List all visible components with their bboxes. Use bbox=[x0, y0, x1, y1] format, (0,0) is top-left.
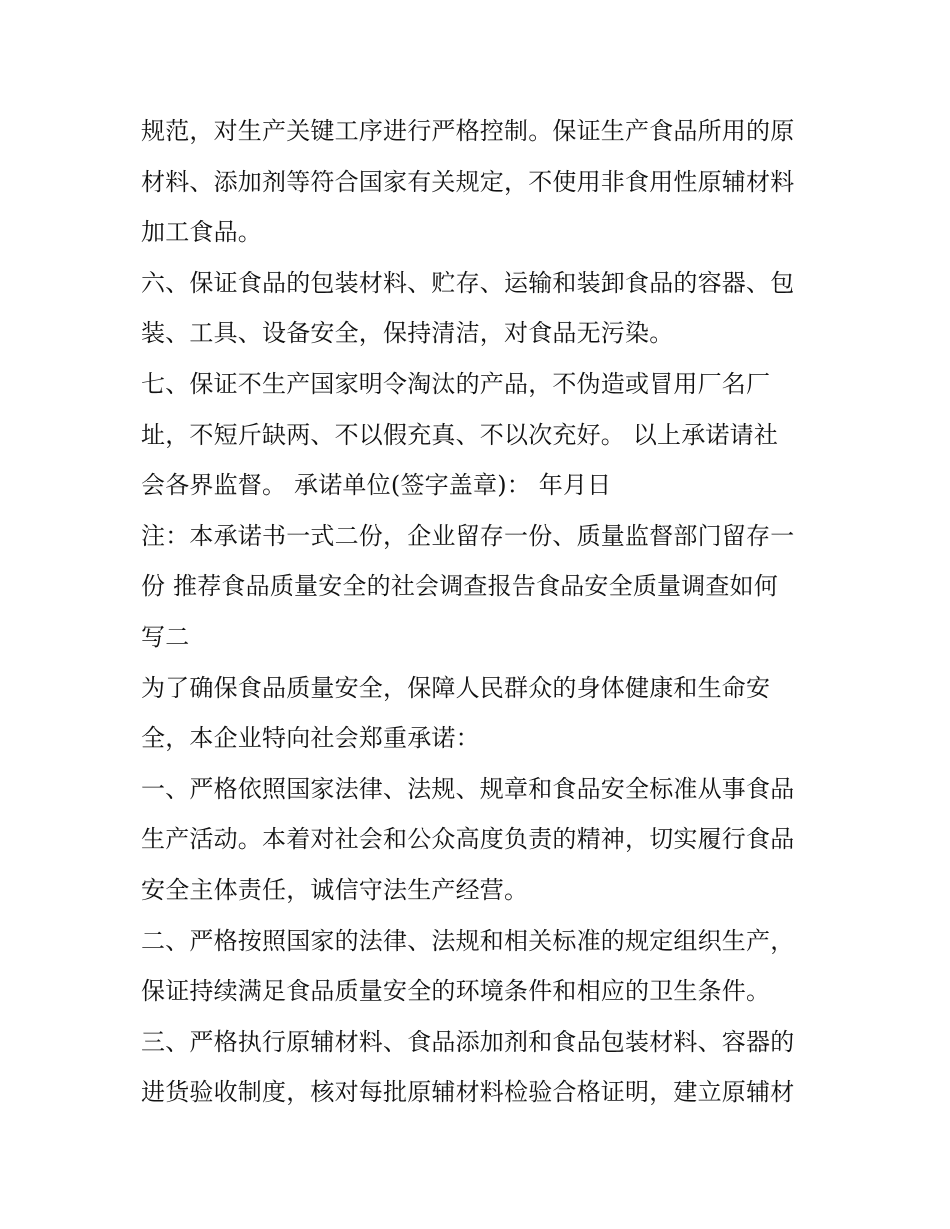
text-line: 注：本承诺书一式二份，企业留存一份、质量监督部门留存一 bbox=[141, 521, 795, 550]
text-line: 二、严格按照国家的法律、法规和相关标准的规定组织生产， bbox=[141, 926, 795, 955]
text-line: 安全主体责任，诚信守法生产经营。 bbox=[141, 875, 529, 904]
text-line: 材料、添加剂等符合国家有关规定，不使用非食用性原辅材料 bbox=[141, 167, 795, 196]
text-line: 规范，对生产关键工序进行严格控制。保证生产食品所用的原 bbox=[141, 117, 795, 145]
text-line: 六、保证食品的包装材料、贮存、运输和装卸食品的容器、包 bbox=[141, 268, 795, 297]
text-line: 进货验收制度，核对每批原辅材料检验合格证明，建立原辅材 bbox=[141, 1078, 795, 1107]
text-line: 装、工具、设备安全，保持清洁，对食品无污染。 bbox=[141, 319, 674, 348]
text-line: 写二 bbox=[141, 622, 190, 651]
text-line: 三、严格执行原辅材料、食品添加剂和食品包装材料、容器的 bbox=[141, 1027, 795, 1056]
text-line: 址，不短斤缺两、不以假充真、不以次充好。 以上承诺请社 bbox=[141, 420, 779, 449]
text-line: 会各界监督。 承诺单位(签字盖章)： 年月日 bbox=[141, 471, 612, 500]
text-line: 保证持续满足食品质量安全的环境条件和相应的卫生条件。 bbox=[141, 977, 771, 1006]
text-line: 加工食品。 bbox=[141, 218, 262, 247]
text-line: 生产活动。本着对社会和公众高度负责的精神，切实履行食品 bbox=[141, 825, 795, 854]
text-line: 七、保证不生产国家明令淘汰的产品，不伪造或冒用厂名厂 bbox=[141, 369, 771, 398]
document-body bbox=[141, 106, 817, 1118]
text-line: 一、严格依照国家法律、法规、规章和食品安全标准从事食品 bbox=[141, 774, 795, 803]
text-line: 全，本企业特向社会郑重承诺： bbox=[141, 724, 480, 753]
text-line: 为了确保食品质量安全，保障人民群众的身体健康和生命安 bbox=[141, 673, 771, 702]
text-line: 份 推荐食品质量安全的社会调查报告食品安全质量调查如何 bbox=[141, 572, 779, 601]
